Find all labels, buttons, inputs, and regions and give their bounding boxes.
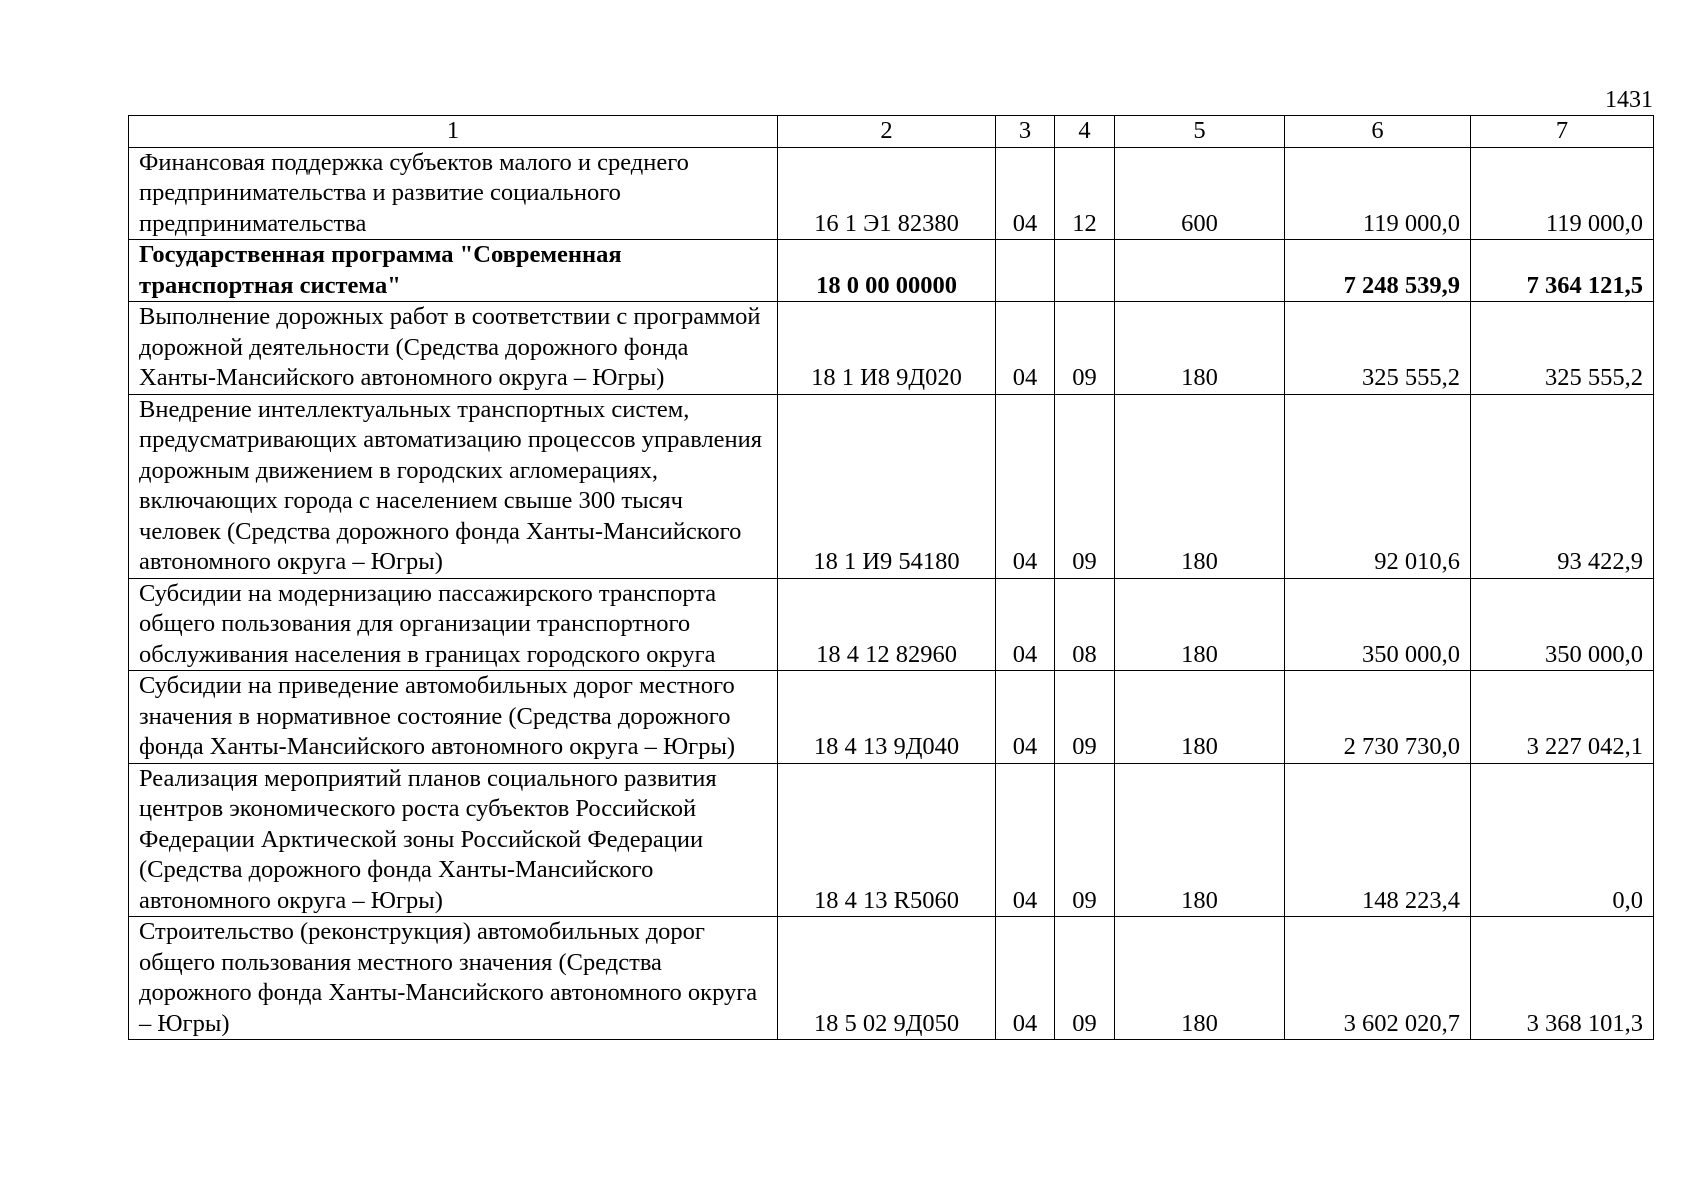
expense-type: 180 <box>1115 394 1285 578</box>
amount-year1: 148 223,4 <box>1285 763 1471 917</box>
section-code: 04 <box>996 763 1055 917</box>
expense-type <box>1115 240 1285 302</box>
section-code: 04 <box>996 394 1055 578</box>
section-code: 04 <box>996 671 1055 764</box>
expense-type: 180 <box>1115 917 1285 1040</box>
target-code: 18 1 И9 54180 <box>778 394 996 578</box>
header-row <box>129 116 1654 148</box>
subsection-code: 09 <box>1055 302 1115 395</box>
subsection-code: 09 <box>1055 763 1115 917</box>
table-row <box>129 302 1654 395</box>
section-code <box>996 240 1055 302</box>
subsection-code: 09 <box>1055 671 1115 764</box>
amount-year1: 92 010,6 <box>1285 394 1471 578</box>
page-number: 1431 <box>1605 87 1653 113</box>
header-cell: 2 <box>778 116 996 148</box>
expense-type: 180 <box>1115 578 1285 671</box>
subsection-code <box>1055 240 1115 302</box>
table-row <box>129 917 1654 1040</box>
amount-year1: 2 730 730,0 <box>1285 671 1471 764</box>
header-cell: 5 <box>1115 116 1285 148</box>
target-code: 18 4 13 R5060 <box>778 763 996 917</box>
row-name: Субсидии на модернизацию пассажирского транспорта общего пользования для организации транспортного обслуживания населения в границах городского округа <box>129 578 778 671</box>
target-code: 18 5 02 9Д050 <box>778 917 996 1040</box>
header-cell: 4 <box>1055 116 1115 148</box>
table-row <box>129 240 1654 302</box>
amount-year2: 3 227 042,1 <box>1471 671 1654 764</box>
amount-year2: 119 000,0 <box>1471 147 1654 240</box>
amount-year2: 350 000,0 <box>1471 578 1654 671</box>
target-code: 18 4 13 9Д040 <box>778 671 996 764</box>
amount-year2: 0,0 <box>1471 763 1654 917</box>
row-name: Выполнение дорожных работ в соответствии с программой дорожной деятельности (Средства дорожного фонда Ханты-Мансийского автономного округа – Югры) <box>129 302 778 395</box>
target-code: 18 0 00 00000 <box>778 240 996 302</box>
subsection-code: 09 <box>1055 394 1115 578</box>
target-code: 16 1 Э1 82380 <box>778 147 996 240</box>
budget-table <box>128 115 1654 1040</box>
table-row <box>129 147 1654 240</box>
header-cell: 6 <box>1285 116 1471 148</box>
amount-year1: 350 000,0 <box>1285 578 1471 671</box>
section-code: 04 <box>996 302 1055 395</box>
row-name: Реализация мероприятий планов социального развития центров экономического роста субъектов Российской Федерации Арктической зоны Российской Федерации (Средства дорожного фонда Ханты-Мансийского автономного округа – Югры) <box>129 763 778 917</box>
subsection-code: 12 <box>1055 147 1115 240</box>
section-code: 04 <box>996 578 1055 671</box>
table-row <box>129 394 1654 578</box>
row-name: Строительство (реконструкция) автомобильных дорог общего пользования местного значения (Средства дорожного фонда Ханты-Мансийского автономного округа – Югры) <box>129 917 778 1040</box>
amount-year1: 7 248 539,9 <box>1285 240 1471 302</box>
expense-type: 180 <box>1115 671 1285 764</box>
amount-year1: 119 000,0 <box>1285 147 1471 240</box>
amount-year1: 3 602 020,7 <box>1285 917 1471 1040</box>
amount-year2: 7 364 121,5 <box>1471 240 1654 302</box>
amount-year2: 93 422,9 <box>1471 394 1654 578</box>
expense-type: 600 <box>1115 147 1285 240</box>
amount-year2: 3 368 101,3 <box>1471 917 1654 1040</box>
table-row <box>129 578 1654 671</box>
expense-type: 180 <box>1115 302 1285 395</box>
header-cell: 1 <box>129 116 778 148</box>
row-name: Государственная программа "Современная транспортная система" <box>129 240 778 302</box>
table-row <box>129 763 1654 917</box>
subsection-code: 08 <box>1055 578 1115 671</box>
table-row <box>129 671 1654 764</box>
amount-year1: 325 555,2 <box>1285 302 1471 395</box>
expense-type: 180 <box>1115 763 1285 917</box>
row-name: Субсидии на приведение автомобильных дорог местного значения в нормативное состояние (Средства дорожного фонда Ханты-Мансийского автономного округа – Югры) <box>129 671 778 764</box>
target-code: 18 4 12 82960 <box>778 578 996 671</box>
subsection-code: 09 <box>1055 917 1115 1040</box>
header-cell: 7 <box>1471 116 1654 148</box>
header-cell: 3 <box>996 116 1055 148</box>
section-code: 04 <box>996 917 1055 1040</box>
target-code: 18 1 И8 9Д020 <box>778 302 996 395</box>
row-name: Финансовая поддержка субъектов малого и среднего предпринимательства и развитие социального предпринимательства <box>129 147 778 240</box>
section-code: 04 <box>996 147 1055 240</box>
row-name: Внедрение интеллектуальных транспортных систем, предусматривающих автоматизацию процессов управления дорожным движением в городских агломерациях, включающих города с населением свыше 300 тысяч человек (Средства дорожного фонда Ханты-Мансийского автономного округа – Югры) <box>129 394 778 578</box>
amount-year2: 325 555,2 <box>1471 302 1654 395</box>
